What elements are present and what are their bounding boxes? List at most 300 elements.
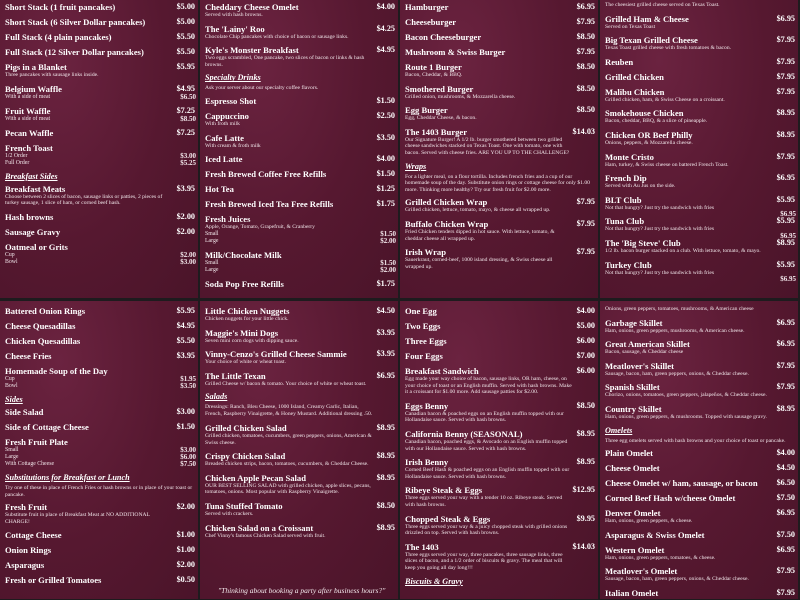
item-description: Our Signature Burger! A 1/2 lb. burger smothered between two grilled cheese sandwiches stacked on Texas Toast. One with tomato, one with bacon. Served with cheese fries. ARE YOU UP TO THE CHALLENGE?	[405, 136, 570, 156]
menu-item	[200, 96, 398, 106]
item-name: Ribeye Steak & Eggs	[405, 485, 483, 496]
item-price: $1.75	[376, 278, 395, 288]
item-name: Homemade Soup of the Day	[5, 366, 108, 376]
menu-item	[0, 184, 198, 207]
menu-item	[600, 194, 798, 219]
item-description: Onions, peppers, & Mozzarella cheese.	[605, 139, 693, 146]
menu-panel-skillets-omelets	[600, 301, 798, 599]
menu-item	[600, 545, 798, 562]
item-option	[5, 252, 196, 259]
item-price: $8.95	[376, 522, 395, 532]
item-price: $1.50	[176, 422, 195, 431]
item-option	[5, 383, 196, 390]
item-description: Substitute fruit in place of Breakfast Meat at NO ADDITIONAL CHARGE!	[5, 512, 150, 525]
item-price: $7.95	[576, 47, 595, 56]
item-description: Ham, onions, green peppers, & mushrooms. Topped with sausage gravy.	[605, 413, 767, 420]
item-price: $7.95	[776, 382, 795, 392]
item-description: The cheesiest grilled cheese served on Texas Toast.	[605, 2, 720, 8]
item-price: $8.95	[776, 403, 795, 413]
item-name: Vinny-Cenzo's Grilled Cheese Sammie	[205, 349, 347, 360]
item-price: $4.00	[376, 154, 395, 164]
item-name: Pigs in a Blanket	[5, 62, 67, 72]
item-price: $6.95	[376, 370, 395, 380]
menu-item	[600, 238, 798, 255]
item-price: $8.50	[576, 105, 595, 115]
item-name: Sausage Gravy	[5, 226, 61, 237]
item-name: Italian Omelet	[605, 587, 659, 598]
item-name: Turkey Club	[605, 259, 652, 270]
item-price: $7.95	[576, 247, 595, 257]
item-description: Bacon, sausage, & Cheddar cheese	[605, 349, 684, 356]
item-name: Hot Tea	[205, 184, 234, 195]
menu-item	[0, 17, 198, 27]
item-description: Corned Beef Hash & poached eggs on an English muffin topped with our Hollandaise sauce. Served with hash browns.	[405, 467, 570, 480]
item-option	[5, 116, 196, 123]
menu-item	[600, 216, 798, 240]
item-name: Spanish Skillet	[605, 382, 660, 393]
menu-item	[400, 17, 598, 27]
item-price: $5.95	[176, 306, 195, 315]
item-price: $4.00	[776, 448, 795, 458]
menu-item	[400, 457, 598, 480]
item-price: $8.50	[576, 62, 595, 71]
item-name: French Toast	[5, 142, 53, 153]
item-name: Bacon Cheeseburger	[405, 32, 482, 42]
option-price: $7.50	[180, 460, 196, 468]
menu-item	[200, 473, 398, 496]
menu-item	[600, 493, 798, 503]
item-name: Route 1 Burger	[405, 62, 462, 72]
item-option	[5, 153, 196, 160]
item-name: Fresh or Grilled Tomatoes	[5, 575, 102, 586]
item-name: Crispy Chicken Salad	[205, 451, 286, 462]
item-price: $8.50	[576, 400, 595, 410]
item-description: Egg, Cheddar Cheese, & bacon.	[405, 115, 477, 122]
option-price: $6.50	[180, 92, 196, 101]
item-name: Garbage Skillet	[605, 317, 663, 328]
item-name: Great American Skillet	[605, 339, 690, 350]
item-name: The 'Lainy' Roo	[205, 23, 265, 34]
item-option	[205, 238, 396, 245]
item-description: Canadian bacon & poached eggs on an English muffin topped with our Hollandaise sauce. Served with hash browns.	[405, 410, 564, 424]
item-description: 1/2 lb. bacon burger stacked on a club. With lettuce, tomato, & mayo.	[605, 247, 761, 254]
item-name: Cheese Fries	[5, 351, 52, 361]
item-name: Monte Cristo	[605, 151, 654, 162]
item-name: Full Stack (4 plain pancakes)	[5, 32, 112, 42]
option-price: $2.00	[380, 265, 396, 274]
item-description: Chef Vinny's famous Chicken Salad served with fruit.	[205, 532, 326, 539]
item-price: $7.95	[776, 566, 795, 576]
item-name: Fresh Fruit Plate	[5, 437, 68, 447]
menu-item	[600, 57, 798, 67]
section-heading: Sides	[5, 395, 23, 404]
menu-item	[200, 214, 398, 245]
menu-item	[600, 361, 798, 378]
item-name: Egg Burger	[405, 105, 448, 116]
item-description: Seven mini corn dogs with dipping sauce.	[205, 337, 299, 344]
item-price: $7.95	[776, 35, 795, 45]
item-description: Grilled chicken, tomatoes, cucumbers, green peppers, onions, American & Swiss cheese.	[205, 432, 372, 446]
item-price: $8.95	[376, 422, 395, 432]
item-option	[5, 454, 196, 461]
item-price: $7.95	[776, 71, 795, 81]
option-price: $3.00	[180, 257, 196, 266]
option-label: Small	[5, 447, 19, 453]
menu-item	[400, 62, 598, 79]
menu-item	[600, 2, 798, 9]
item-name: Denver Omelet	[605, 508, 661, 519]
menu-item	[0, 321, 198, 331]
item-name: Meatlover's Skillet	[605, 360, 674, 371]
menu-item	[0, 407, 198, 417]
menu-item	[200, 2, 398, 19]
menu-panel-sandwiches	[600, 0, 798, 298]
item-price: $6.50	[776, 478, 795, 488]
menu-item	[600, 566, 798, 583]
option-label: Small	[205, 230, 219, 237]
menu-item	[200, 371, 398, 388]
item-description: Ham, onions, green peppers, tomatoes, & cheese.	[605, 554, 716, 561]
option-label: With a side of meat	[5, 115, 51, 122]
menu-panel-drinks	[200, 0, 398, 298]
menu-item	[0, 212, 198, 222]
option-label: Bowl	[5, 258, 18, 265]
item-price: $7.25	[176, 127, 195, 137]
item-name: Asparagus & Swiss Omelet	[605, 529, 705, 540]
menu-item	[200, 349, 398, 366]
item-name: Short Stack (1 fruit pancakes)	[5, 2, 116, 12]
section-heading: Salads	[205, 392, 228, 402]
menu-item	[0, 351, 198, 361]
menu-item	[400, 366, 598, 396]
item-name: Fresh Juices	[205, 214, 251, 225]
item-name: Irish Wrap	[405, 247, 446, 258]
item-price: $7.50	[776, 529, 795, 539]
item-name: Mushroom & Swiss Burger	[405, 47, 506, 57]
item-description: Canadian bacon, poached eggs, & Avocado on an English muffin topped with our Hollandaise sauce. Served with hash browns.	[405, 438, 568, 452]
item-price: $12.95	[572, 485, 595, 495]
item-name: Big Texan Grilled Cheese	[605, 35, 698, 46]
item-description: Chicken nuggets for your little chick.	[205, 316, 289, 322]
item-description: Served with hash browns.	[205, 12, 263, 18]
item-name: Cheddary Cheese Omelet	[205, 2, 299, 12]
item-name: Corned Beef Hash w/cheese Omelet	[605, 493, 736, 504]
item-name: Chicken OR Beef Philly	[605, 129, 693, 140]
item-description: Served with crackers.	[205, 510, 254, 517]
item-name: Country Skillet	[605, 403, 662, 414]
option-label: Large	[205, 237, 219, 244]
item-option	[5, 376, 196, 383]
item-name: Espresso Shot	[205, 95, 257, 106]
item-price: $8.95	[576, 428, 595, 438]
item-price: $8.95	[376, 451, 395, 461]
item-price: $1.00	[176, 545, 195, 555]
item-name: Belgium Waffle	[5, 83, 62, 94]
item-price: $0.50	[176, 575, 195, 585]
option-price: $2.00	[380, 236, 396, 245]
item-name: Battered Onion Rings	[5, 306, 86, 316]
option-price: $6.95	[780, 275, 796, 284]
menu-item	[200, 328, 398, 345]
item-price: $5.50	[176, 47, 195, 56]
item-description: Sausage, bacon, ham, green peppers, onions, & Cheddar cheese.	[605, 576, 749, 583]
item-price: $3.95	[176, 351, 195, 360]
menu-item	[0, 575, 198, 585]
item-name: Side Salad	[5, 407, 44, 417]
item-description: Ham, turkey, & Swiss cheese on battered French Toast.	[605, 161, 729, 168]
menu-item	[0, 227, 198, 237]
menu-item	[600, 35, 798, 52]
menu-item	[400, 429, 598, 452]
menu-item	[600, 339, 798, 356]
option-price: $5.25	[180, 158, 196, 167]
item-name: Breakfast Meats	[5, 183, 66, 194]
item-name: Hash browns	[5, 211, 54, 222]
option-price: $3.00	[180, 151, 196, 160]
item-price: $1.00	[176, 530, 195, 540]
menu-item	[400, 84, 598, 101]
item-price: $5.95	[776, 259, 795, 269]
item-option	[5, 461, 196, 468]
item-option	[205, 231, 396, 238]
item-price: $6.00	[576, 336, 595, 345]
item-name: Two Eggs	[405, 321, 441, 331]
item-option	[5, 259, 196, 266]
item-description: Three eggs served your way, three pancakes, three sausage links, three slices of bacon, and a 1/2 order of biscuits & gravy. The meal that will keep you going all day long!!!	[405, 551, 563, 571]
item-price: $5.95	[776, 216, 795, 226]
menu-item	[600, 87, 798, 104]
item-name: Western Omelet	[605, 544, 665, 555]
item-price: $1.50	[376, 169, 395, 179]
item-name: Full Stack (12 Silver Dollar pancakes)	[5, 47, 144, 57]
item-description: Fried Chicken tenders dipped in hot sauce. With lettuce, tomato, & cheddar cheese all wrapped up.	[405, 228, 555, 242]
menu-item	[0, 143, 198, 167]
item-description: Egg made your way choice of bacon, sausage links, OR ham, cheese, on your choice of toast or an English muffin. Served with hash browns. Make it a croissant for $1.00 more. Add sausage patties for $2.00.	[405, 376, 572, 396]
item-name: Fresh Brewed Coffee Free Refills	[205, 169, 327, 180]
option-price: $8.50	[180, 114, 196, 123]
menu-item	[0, 530, 198, 540]
item-description: Bacon, Cheddar, & BBQ.	[405, 72, 463, 78]
item-price: $4.95	[376, 45, 395, 55]
menu-item	[0, 306, 198, 316]
menu-item	[200, 154, 398, 164]
item-option	[5, 160, 196, 167]
menu-panel-kids-salads	[200, 301, 398, 599]
item-price: $8.50	[576, 32, 595, 41]
menu-item	[200, 501, 398, 518]
item-name: California Benny (SEASONAL)	[405, 428, 523, 439]
menu-item	[0, 32, 198, 42]
item-name: Malibu Chicken	[605, 86, 665, 97]
item-name: Chicken Apple Pecan Salad	[205, 472, 306, 483]
menu-item	[400, 306, 598, 316]
item-price: $8.50	[576, 83, 595, 93]
item-price: $5.00	[576, 321, 595, 330]
menu-item	[200, 169, 398, 179]
menu-item	[200, 306, 398, 323]
item-name: Four Eggs	[405, 351, 443, 361]
menu-panel-breakfast	[0, 0, 198, 298]
item-name: Tuna Stuffed Tomato	[205, 500, 283, 511]
item-price: $8.50	[376, 500, 395, 510]
item-price: $7.95	[776, 587, 795, 597]
item-description: With froth milk	[205, 120, 240, 127]
item-name: Three Eggs	[405, 336, 447, 346]
item-price: $7.95	[776, 86, 795, 96]
item-name: Breakfast Sandwich	[405, 366, 479, 376]
item-price: $3.50	[376, 132, 395, 142]
item-description: Three eggs served your way with a tender 10 oz. Ribeye steak. Served with hash browns.	[405, 495, 563, 508]
menu-item	[400, 485, 598, 508]
section-description: For a lighter meal, on a flour tortilla. Includes french fries and a cup of our homemade soup of the day. Substitute onion rings or cottage cheese for only $1.00 more. Thinking more healthy? Try our fresh fruit for $2.00 more.	[405, 173, 590, 193]
item-name: Meatlover's Omelet	[605, 566, 678, 577]
menu-panel-eggs	[400, 301, 598, 599]
item-price: $4.00	[576, 306, 595, 315]
option-label: Cup	[5, 251, 15, 258]
item-name: Chopped Steak & Eggs	[405, 513, 491, 524]
menu-item	[400, 47, 598, 57]
item-price: $6.95	[776, 544, 795, 554]
menu-item	[0, 62, 198, 79]
item-price: $1.75	[376, 199, 395, 209]
item-description: Two eggs scrambled, One pancake, two slices of bacon or links & hash browns.	[205, 55, 365, 68]
menu-item	[400, 401, 598, 424]
section-heading: Specialty Drinks	[205, 73, 261, 83]
item-price: $2.00	[176, 502, 195, 512]
item-name: Cafe Latte	[205, 132, 244, 143]
item-name: Hamburger	[405, 2, 449, 12]
item-description: Not that hungry? Just try the sandwich with fries	[605, 226, 715, 233]
item-price: $6.95	[776, 317, 795, 327]
menu-item	[0, 366, 198, 390]
section-heading: Substitutions for Breakfast or Lunch	[5, 473, 130, 482]
item-description: Served with Au Jus on the side.	[605, 183, 676, 190]
item-name: Oatmeal or Grits	[5, 241, 68, 252]
section-description: Three egg omelets served with hash browns and your choice of toast or pancake.	[605, 437, 786, 444]
item-name: Kyle's Monster Breakfast	[205, 45, 299, 56]
menu-item	[200, 250, 398, 274]
menu-item	[0, 560, 198, 570]
section-heading: Breakfast Sides	[5, 171, 58, 181]
option-label: 1/2 Order	[5, 152, 28, 159]
menu-item	[200, 523, 398, 540]
section-heading: Omelets	[605, 425, 633, 435]
menu-item	[600, 478, 798, 488]
menu-item	[0, 437, 198, 468]
menu-item	[200, 423, 398, 446]
menu-item	[600, 259, 798, 284]
menu-item	[200, 24, 398, 41]
item-name: Onion Rings	[5, 545, 52, 556]
menu-item	[0, 545, 198, 555]
item-name: Cheese Omelet	[605, 463, 660, 474]
item-price: $7.95	[776, 151, 795, 161]
menu-item	[600, 130, 798, 147]
item-price: $8.95	[776, 237, 795, 247]
item-price: $9.95	[576, 513, 595, 523]
menu-item	[400, 351, 598, 361]
item-name: Reuben	[605, 56, 634, 67]
item-option	[205, 260, 396, 267]
item-price: $3.95	[176, 183, 195, 193]
item-price: $4.95	[176, 321, 195, 330]
menu-item	[0, 84, 198, 101]
menu-item	[600, 108, 798, 125]
menu-item	[400, 321, 598, 331]
item-name: Cheeseburger	[405, 17, 457, 27]
menu-item	[400, 32, 598, 42]
item-name: Short Stack (6 Silver Dollar pancakes)	[5, 17, 146, 27]
menu-item	[200, 199, 398, 209]
item-price: $5.50	[176, 32, 195, 41]
menu-item	[0, 106, 198, 123]
option-label: Small	[205, 259, 219, 266]
option-price: $3.50	[180, 382, 196, 390]
menu-item	[600, 448, 798, 458]
item-name: Eggs Benny	[405, 400, 449, 411]
item-name: Asparagus	[5, 560, 45, 571]
item-price: $4.50	[776, 463, 795, 473]
item-name: Little Chicken Nuggets	[205, 306, 290, 316]
menu-item	[200, 111, 398, 128]
party-booking-note: "Thinking about booking a party after business hours?"	[218, 586, 386, 595]
item-price: $4.25	[376, 23, 395, 33]
item-description: Three pancakes with sausage links inside.	[5, 72, 99, 78]
item-description: Texas Toast grilled cheese with fresh tomatoes & bacon.	[605, 45, 732, 52]
item-name: Grilled Chicken	[605, 71, 664, 82]
menu-item	[600, 404, 798, 421]
item-name: Chicken Salad on a Croissant	[205, 522, 314, 533]
item-option	[5, 447, 196, 454]
item-price: $3.95	[376, 349, 395, 359]
menu-item	[600, 588, 798, 598]
item-name: Cottage Cheese	[5, 530, 62, 541]
item-option	[205, 267, 396, 274]
menu-item	[200, 45, 398, 68]
option-price: $3.00	[180, 446, 196, 454]
item-price: $5.95	[176, 62, 195, 71]
option-price: $1.50	[380, 258, 396, 267]
section-heading: Wraps	[405, 161, 427, 171]
item-name: Plain Omelet	[605, 448, 653, 459]
item-price: $7.95	[576, 197, 595, 207]
item-description: Three eggs served your way & a juicy chopped steak with grilled onions drizzled on top. Served with hash browns.	[405, 523, 568, 537]
item-description: Chocolate Chip pancakes with choice of bacon or sausage links.	[205, 33, 349, 40]
item-price: $6.95	[576, 2, 595, 11]
item-name: Pecan Waffle	[5, 127, 54, 138]
item-description: Grilled chicken, lettuce, tomato, mayo, & cheese all wrapped up.	[405, 207, 551, 214]
option-price: $6.95	[780, 210, 796, 219]
option-label: Cup	[5, 376, 15, 382]
option-price: $1.95	[180, 375, 196, 383]
item-description: Bacon, cheddar, BBQ, & a slice of pineapple.	[605, 118, 708, 125]
item-description: Served on Texas Toast	[605, 23, 656, 30]
menu-item	[400, 542, 598, 572]
item-description: Chorizo, onions, tomatoes, green peppers, jalapeños, & Cheddar cheese.	[605, 392, 767, 399]
section-description: Try one of these in place of French Fries or hash browns or in place of your toast or pancake.	[5, 485, 193, 498]
item-name: The 1403 Burger	[405, 126, 468, 137]
menu-item	[400, 2, 598, 12]
menu-item	[400, 127, 598, 157]
menu-item	[400, 514, 598, 537]
item-name: Irish Benny	[405, 457, 449, 468]
item-price: $14.03	[572, 541, 595, 551]
item-description: Ham, onions, green peppers, mushrooms, & American cheese.	[605, 327, 745, 334]
item-price: $7.00	[576, 351, 595, 360]
menu-item	[200, 279, 398, 289]
item-description: Apple, Orange, Tomato, Grapefruit, & Cranberry	[205, 224, 315, 231]
item-name: Cheese Omelet w/ ham, sausage, or bacon	[605, 478, 758, 489]
